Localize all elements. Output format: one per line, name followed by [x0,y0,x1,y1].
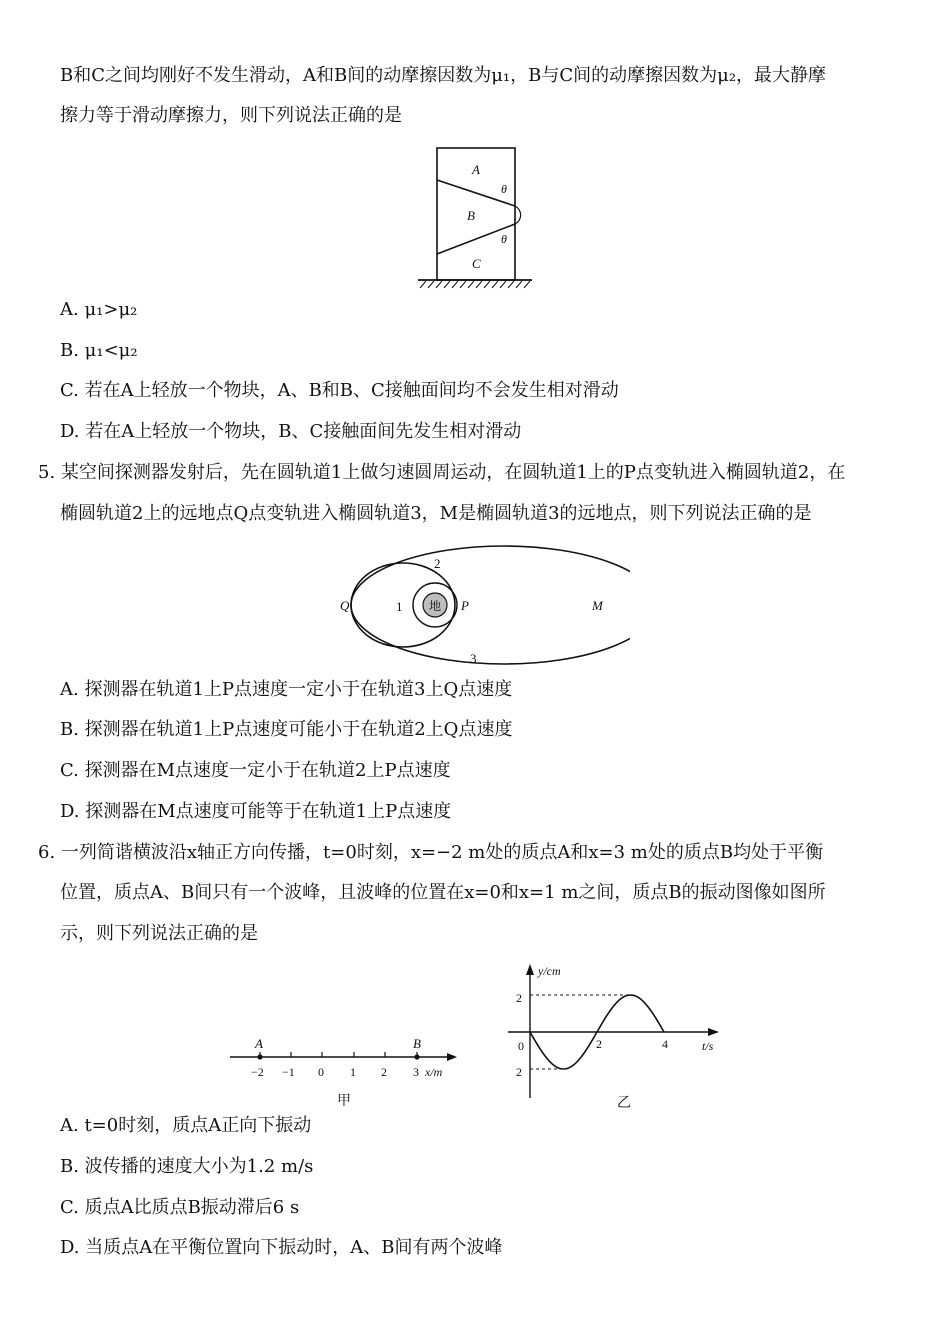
t-axis-label: t/s [702,1039,714,1053]
point-b-dot [414,1054,419,1059]
orbit3-label: 3 [470,651,477,666]
point-b-label: B [413,1036,421,1051]
q4-blocks-figure [410,140,540,295]
q6-option-d: D. 当质点A在平衡位置向下振动时，A、B间有两个波峰 [60,1237,503,1258]
tick-label-neg2: −2 [251,1065,264,1079]
tick-label-0: 0 [318,1065,324,1079]
t-end-label: 4 [662,1037,668,1051]
q4-option-c: C. 若在A上轻放一个物块，A、B和B、C接触面间均不会发生相对滑动 [60,380,619,401]
q4-stem-line-2: 擦力等于滑动摩擦力，则下列说法正确的是 [60,105,402,126]
q4-label-c: C [472,256,481,271]
orbit2-label: 2 [434,556,441,571]
caption-yi: 乙 [617,1096,631,1111]
q4-option-a: A. μ₁>μ₂ [60,299,138,320]
q5-orbit-figure [330,540,630,670]
origin-label: 0 [518,1039,524,1053]
q6-option-c: C. 质点A比质点B振动滞后6 s [60,1197,300,1218]
q5-option-d: D. 探测器在M点速度可能等于在轨道1上P点速度 [60,801,452,822]
tick-label-3: 3 [413,1065,419,1079]
q6-stem-line-3: 示，则下列说法正确的是 [60,923,258,944]
q4-label-a: A [472,162,480,177]
q5-stem-line-1: 5. 某空间探测器发射后，先在圆轨道1上做匀速圆周运动，在圆轨道1上的P点变轨进入椭圆轨道2，在 [38,462,846,483]
q5-option-c: C. 探测器在M点速度一定小于在轨道2上P点速度 [60,760,451,781]
q4-angle-bottom: θ [501,232,507,246]
q4-option-d: D. 若在A上轻放一个物块，B、C接触面间先发生相对滑动 [60,421,522,442]
y-bottom-label: 2 [516,1065,522,1079]
q6-stem-line-1: 6. 一列简谐横波沿x轴正方向传播，t=0时刻，x=−2 m处的质点A和x=3 m处的质点B均处于平衡 [38,842,824,863]
tick-label-2: 2 [381,1065,387,1079]
q6-figure-yi [500,958,730,1113]
y-top-label: 2 [516,991,522,1005]
q6-option-b: B. 波传播的速度大小为1.2 m/s [60,1156,314,1177]
q5-option-a: A. 探测器在轨道1上P点速度一定小于在轨道3上Q点速度 [60,679,513,700]
q6-figure-jia [225,1030,465,1110]
y-axis-label: y/cm [538,964,561,978]
point-p: P [461,598,469,613]
point-q: Q [340,598,350,613]
point-a-label: A [255,1036,263,1051]
point-m: M [592,598,603,613]
q5-option-b: B. 探测器在轨道1上P点速度可能小于在轨道2上Q点速度 [60,719,513,740]
point-a-dot [257,1054,262,1059]
ground-hatching [420,281,530,288]
t-mid-label: 2 [596,1037,602,1051]
q6-option-a: A. t=0时刻，质点A正向下振动 [60,1115,312,1136]
tick-label-1: 1 [350,1065,356,1079]
x-axis-label: x/m [425,1065,443,1079]
tick-label-neg1: −1 [282,1065,295,1079]
q5-stem-line-2: 椭圆轨道2上的远地点Q点变轨进入椭圆轨道3，M是椭圆轨道3的远地点，则下列说法正确的是 [60,503,812,524]
orbit1-label: 1 [396,599,403,614]
q4-label-b: B [467,208,475,223]
caption-jia: 甲 [337,1094,351,1109]
q6-stem-line-2: 位置，质点A、B间只有一个波峰，且波峰的位置在x=0和x=1 m之间，质点B的振动图像如图所 [60,882,826,903]
q4-angle-top: θ [501,182,507,196]
earth-label: 地 [429,599,442,613]
q4-stem-line-1: B和C之间均刚好不发生滑动，A和B间的动摩擦因数为μ₁，B与C间的动摩擦因数为μ₂，最大静摩 [60,65,827,86]
q4-option-b: B. μ₁<μ₂ [60,340,138,361]
